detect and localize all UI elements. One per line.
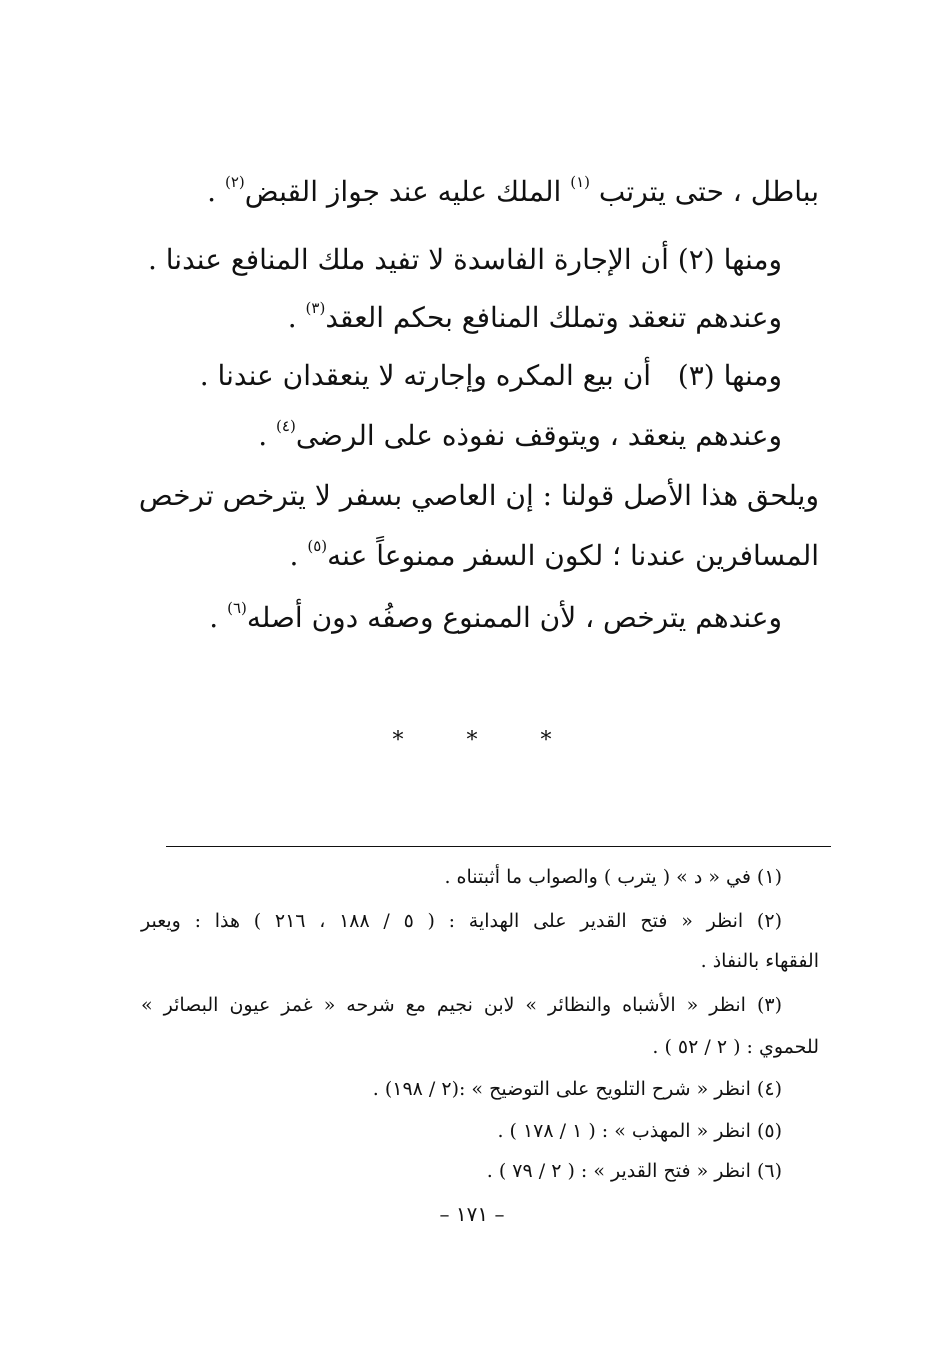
body-line-4: ومنها (٣) أن بيع المكره وإجارته لا ينعقدان عندنا . — [199, 359, 782, 392]
body-line-8: وعندهم يترخص ، لأن الممنوع وصفُه دون أصله$^{(٦)}$ . — [209, 599, 782, 634]
body-line-7: المسافرين عندنا ؛ لكون السفر ممنوعاً عنه$^{(٥)}$ . — [289, 537, 819, 572]
footnote-4: (٤) انظر « شرح التلويح على التوضيح » :(٢ / ١٩٨) . — [372, 1078, 782, 1100]
body-line-1: بباطل ، حتى يترتب $^{(١)}$ الملك عليه عند جواز القبض$^{(٢)}$ . — [207, 173, 819, 208]
footnote-1: (١) في « د » ( يترب ) والصواب ما أثبتناه . — [444, 866, 782, 888]
footnote-ref-5: (٥) — [307, 537, 328, 555]
footnote-6: (٦) انظر « فتح القدير » : ( ٢ / ٧٩ ) . — [486, 1160, 782, 1182]
footnote-ref-6: (٦) — [227, 599, 247, 617]
body-line-3: وعندهم تنعقد وتملك المنافع بحكم العقد$^{(٣)}$ . — [287, 299, 782, 334]
page-number: – ١٧١ – — [439, 1202, 505, 1226]
footnote-2-line-2: الفقهاء بالنفاذ . — [700, 950, 819, 972]
footnote-ref-2: (٢) — [224, 173, 245, 191]
footnote-divider — [166, 846, 831, 847]
body-line-5: وعندهم ينعقد ، ويتوقف نفوذه على الرضى$^{(٤)}$ . — [258, 417, 782, 452]
footnote-3-line-2: للحموي : ( ٢ / ٥٢ ) . — [652, 1036, 819, 1058]
body-line-6: ويلحق هذا الأصل قولنا : إن العاصي بسفر لا يترخص ترخص — [138, 479, 819, 512]
footnote-3-line-1: (٣) انظر « الأشباه والنظائر » لابن نجيم مع شرحه « غمز عيون البصائر » — [141, 994, 782, 1016]
footnote-ref-3: (٣) — [305, 299, 326, 317]
body-line-2: ومنها (٢) أن الإجارة الفاسدة لا تفيد ملك المنافع عندنا . — [147, 243, 782, 276]
footnote-2-line-1: (٢) انظر « فتح القدير على الهداية : ( ٥ / ١٨٨ ، ٢١٦ ) هذا : ويعبر — [141, 910, 782, 932]
footnote-5: (٥) انظر « المهذب » : ( ١ / ١٧٨ ) . — [497, 1120, 782, 1142]
footnote-ref-1: (١) — [570, 173, 591, 191]
section-separator: * * * — [392, 728, 580, 753]
footnote-ref-4: (٤) — [276, 417, 296, 435]
